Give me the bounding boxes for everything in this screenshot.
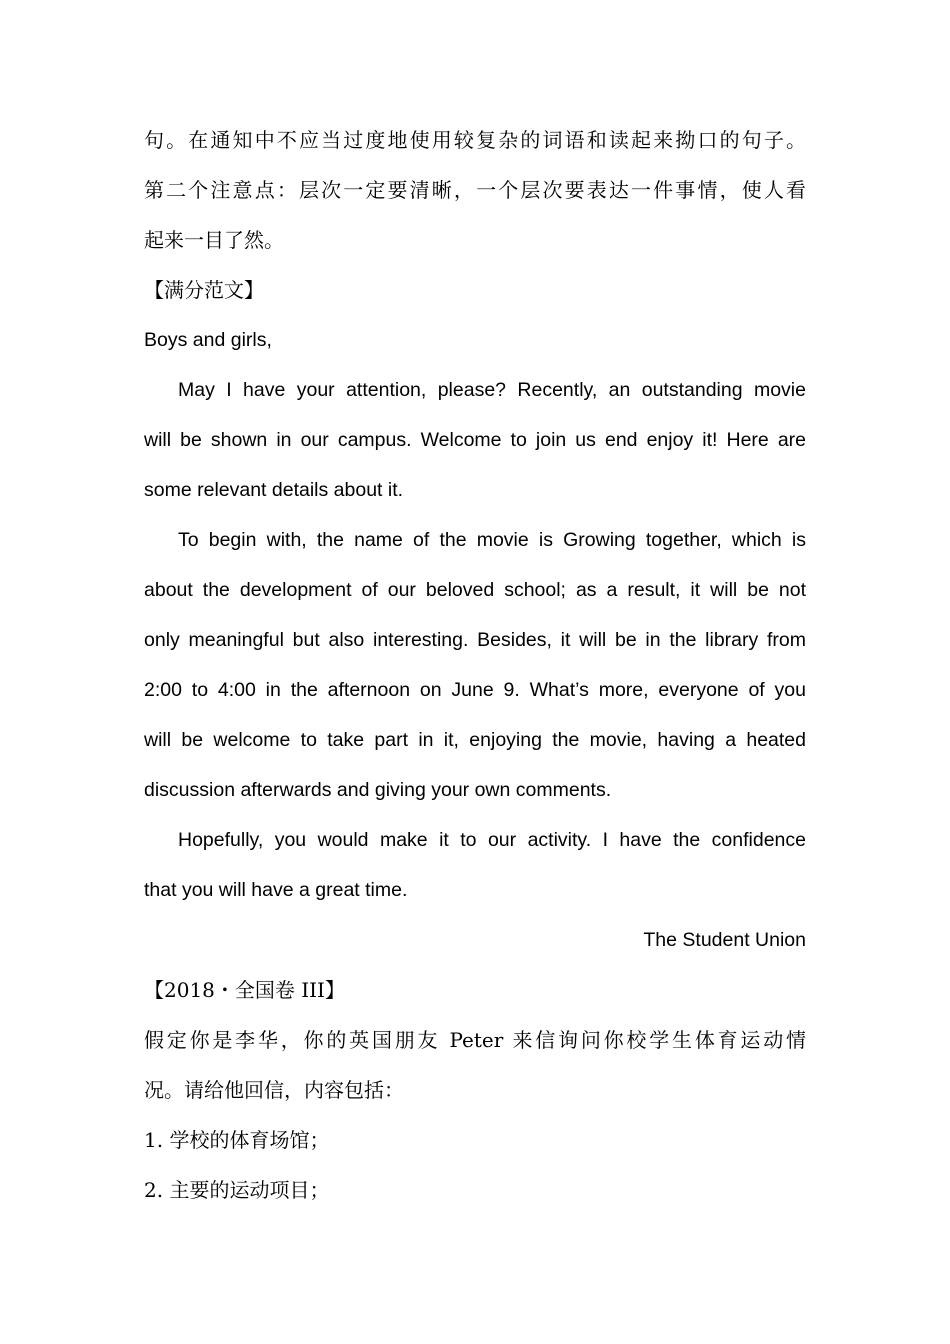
essay-p1-line-3: some relevant details about it. xyxy=(144,479,404,501)
document-page xyxy=(144,115,806,1215)
essay-p2-line-3: only meaningful but also interesting. Besides, it will be in the library from xyxy=(144,629,806,651)
essay-p2-line-6: discussion afterwards and giving your own comments. xyxy=(144,779,612,801)
essay-signature: The Student Union xyxy=(643,929,806,951)
essay-p2-line-2: about the development of our beloved school; as a result, it will be not xyxy=(144,579,806,601)
essay-p2-line-4: 2:00 to 4:00 in the afternoon on June 9. What’s more, everyone of you xyxy=(144,679,806,701)
essay-p2-line-5: will be welcome to take part in it, enjoying the movie, having a heated xyxy=(144,729,806,751)
essay-greeting: Boys and girls, xyxy=(144,329,272,351)
task-line-1: 假定你是李华，你的英国朋友 Peter 来信询问你校学生体育运动情 xyxy=(144,1028,806,1052)
task-line-2: 况。请给他回信，内容包括： xyxy=(144,1078,404,1102)
intro-line-2: 第二个注意点：层次一定要清晰，一个层次要表达一件事情，使人看 xyxy=(144,178,806,202)
essay-p1-line-1: May I have your attention, please? Recently, an outstanding movie xyxy=(178,379,806,401)
essay-p3-line-1: Hopefully, you would make it to our activity. I have the confidence xyxy=(178,829,806,851)
intro-line-3: 起来一目了然。 xyxy=(144,228,284,252)
task-item: 2. 主要的运动项目； xyxy=(144,1178,330,1202)
exam-source-heading: 【2018・全国卷 III】 xyxy=(144,978,345,1002)
model-essay-heading: 【满分范文】 xyxy=(144,278,264,302)
essay-p1-line-2: will be shown in our campus. Welcome to join us end enjoy it! Here are xyxy=(144,429,806,451)
intro-line-1: 句。在通知中不应当过度地使用较复杂的词语和读起来拗口的句子。 xyxy=(144,128,806,152)
essay-p3-line-2: that you will have a great time. xyxy=(144,879,408,901)
task-item: 1. 学校的体育场馆； xyxy=(144,1128,330,1152)
essay-p2-line-1: To begin with, the name of the movie is Growing together, which is xyxy=(178,529,806,551)
